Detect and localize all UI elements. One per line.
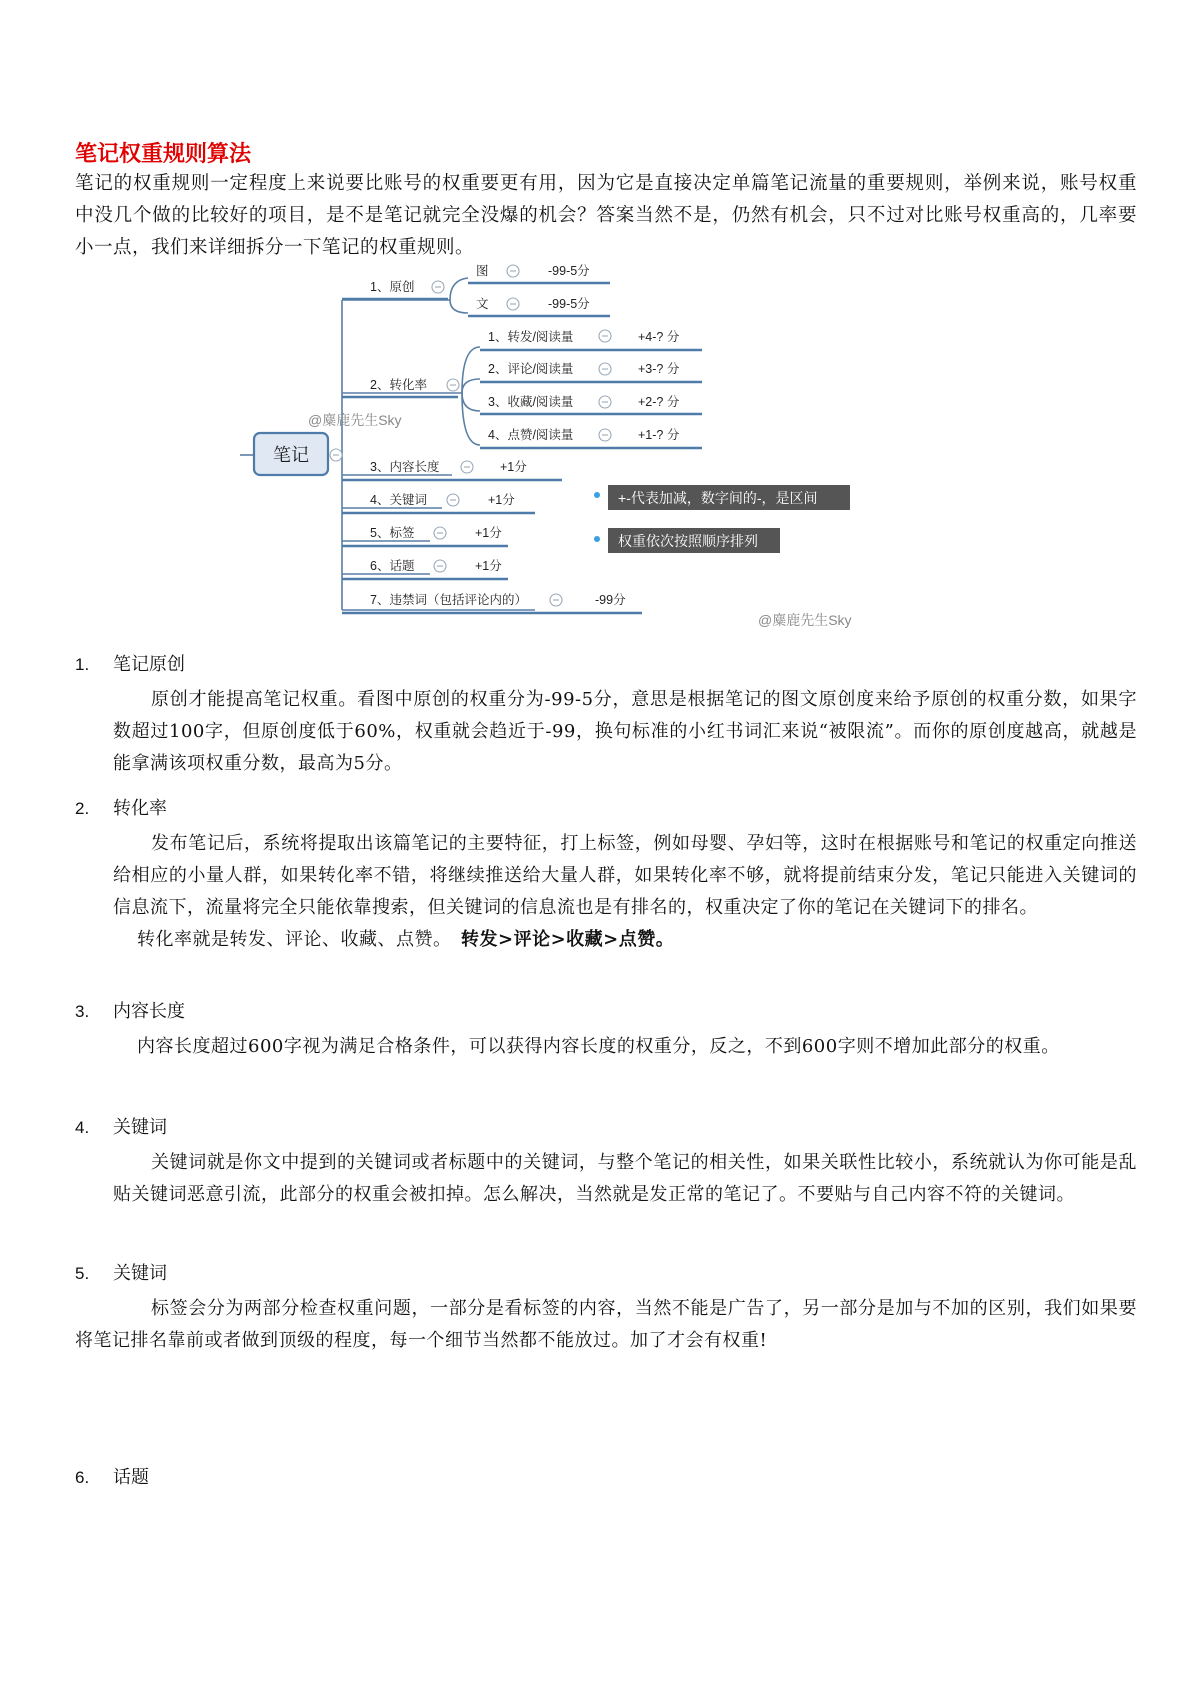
section-paragraph: 发布笔记后，系统将提取出该篇笔记的主要特征，打上标签，例如母婴、孕妇等，这时在根据账号和笔记的权重定向推送给相应的小量人群，如果转化率不错，将继续推送给大量人群，如果转化率不够，就将提前结束分发，笔记只能进入关键词的信息流下，流量将完全只能依靠搜索，但关键词的信息流也是有排名的，权重决定了你的笔记在关键词下的排名。 [113,833,1137,918]
section-tag [75,1261,1137,1357]
branch-keyword-score: +1分 [488,493,515,507]
node-share: 1、转发/阅读量 [488,330,574,344]
branch-banned-words: 7、违禁词（包括评论内的） [370,593,527,607]
note-bullet-2 [594,536,600,542]
node-comment: 2、评论/阅读量 [488,362,574,376]
conversion-line: 转化率就是转发、评论、收藏、点赞。 [137,929,443,950]
section-title: 笔记原创 [113,654,185,675]
node-text-score: -99-5分 [548,297,590,311]
section-heading [75,652,1137,678]
node-share-score: +4-? 分 [638,330,680,344]
section-conversion [75,796,1137,956]
node-text: 文 [476,297,489,311]
section-keyword [75,1115,1137,1211]
node-collect-score: +2-? 分 [638,395,680,409]
section-heading [75,796,1137,822]
page-title: 笔记权重规则算法 [75,141,252,167]
section-paragraph: 原创才能提高笔记权重。看图中原创的权重分为-99-5分，意思是根据笔记的图文原创度来给予原创的权重分数，如果字数超过100字，但原创度低于60%，权重就会趋近于-99，换句标准的小红书词汇来说“被限流”。而你的原创度越高，就越是能拿满该项权重分数，最高为5分。 [113,689,1137,774]
branch-keyword: 4、关键词 [370,493,427,507]
watermark-top: @麋鹿先生Sky [308,412,402,428]
section-number: 6. [75,1468,90,1487]
branch-banned-words-score: -99分 [595,593,626,607]
section-number: 2. [75,799,90,818]
note-bullet-1 [594,492,600,498]
conversion-order-bold: 转发>评论>收藏>点赞。 [461,929,675,950]
branch-conversion: 2、转化率 [370,378,427,392]
branch-topic: 6、话题 [370,559,415,573]
section-title: 内容长度 [113,1001,185,1022]
section-paragraph: 标签会分为两部分检查权重问题，一部分是看标签的内容，当然不能是广告了，另一部分是加与不加的区别，我们如果要将笔记排名靠前或者做到顶级的程度，每一个细节当然都不能放过。加了才会有权重! [75,1298,1137,1351]
branch-content-length: 3、内容长度 [370,460,440,474]
note-text-2: 权重依次按照顺序排列 [618,533,758,549]
section-title: 关键词 [113,1117,167,1138]
mindmap-diagram [240,264,960,690]
section-number: 1. [75,655,90,674]
section-conversion-order [113,924,1137,956]
node-image: 图 [476,264,489,278]
note-text-1: +-代表加减，数字间的-，是区间 [618,490,818,506]
branch-tag: 5、标签 [370,526,415,540]
watermark-bottom: @麋鹿先生Sky [758,612,852,628]
section-original [75,652,1137,780]
section-content-length [75,999,1137,1063]
section-heading [75,999,1137,1025]
node-image-score: -99-5分 [548,264,590,278]
section-title: 关键词 [113,1263,167,1284]
section-number: 4. [75,1118,90,1137]
node-collect: 3、收藏/阅读量 [488,395,574,409]
section-number: 5. [75,1264,90,1283]
node-like-score: +1-? 分 [638,428,680,442]
center-node-label: 笔记 [273,445,309,465]
section-number: 3. [75,1002,90,1021]
node-like: 4、点赞/阅读量 [488,428,574,442]
section-paragraph: 内容长度超过600字视为满足合格条件，可以获得内容长度的权重分，反之，不到600字则不增加此部分的权重。 [137,1036,1060,1057]
section-title: 转化率 [113,798,167,819]
intro-paragraph: 笔记的权重规则一定程度上来说要比账号的权重要更有用，因为它是直接决定单篇笔记流量的重要规则，举例来说，账号权重中没几个做的比较好的项目，是不是笔记就完全没爆的机会？答案当然不是，仍然有机会，只不过对比账号权重高的，几率要小一点，我们来详细拆分一下笔记的权重规则。 [75,173,1137,258]
branch-original: 1、原创 [370,280,415,294]
node-comment-score: +3-? 分 [638,362,680,376]
section-title: 话题 [113,1467,149,1488]
branch-topic-score: +1分 [475,559,502,573]
section-heading [75,1115,1137,1141]
section-topic [75,1465,1137,1491]
branch-tag-score: +1分 [475,526,502,540]
section-paragraph: 关键词就是你文中提到的关键词或者标题中的关键词，与整个笔记的相关性，如果关联性比较小，系统就认为你可能是乱贴关键词恶意引流，此部分的权重会被扣掉。怎么解决，当然就是发正常的笔记了。不要贴与自己内容不符的关键词。 [113,1152,1137,1205]
branch-content-length-score: +1分 [500,460,527,474]
section-heading [75,1465,1137,1491]
section-heading [75,1261,1137,1287]
